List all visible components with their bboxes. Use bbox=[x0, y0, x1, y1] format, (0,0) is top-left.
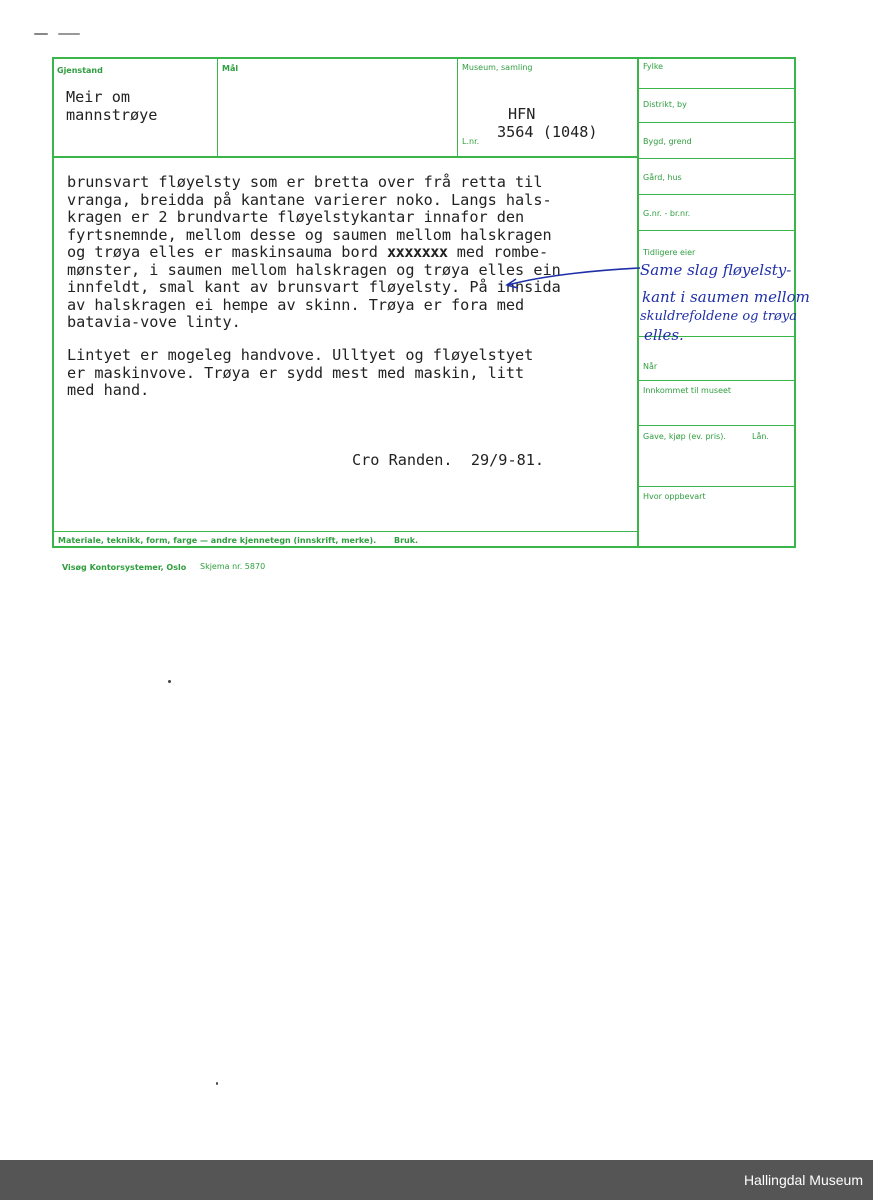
body-line: fyrtsnemnde, mellom desse og saumen mellom halskragen bbox=[67, 225, 552, 244]
label-gard: Gård, hus bbox=[643, 173, 682, 182]
body-line: mønster, i saumen mellom halskragen og trøya elles ein bbox=[67, 260, 561, 279]
scan-speck bbox=[168, 680, 171, 683]
footer-bar bbox=[0, 1160, 873, 1200]
body-line: innfeldt, smal kant av brunsvart fløyelsty. På innsida bbox=[67, 278, 561, 296]
divider-gnr bbox=[638, 230, 795, 231]
scan-speck bbox=[34, 33, 48, 35]
body-line: vranga, breidda på kantane varierer noko. Langs hals- bbox=[67, 190, 552, 209]
label-museum: Museum, samling bbox=[462, 63, 533, 72]
label-lnr: L.nr. bbox=[462, 137, 480, 146]
divider-distrikt bbox=[638, 122, 795, 123]
body-line-struck bbox=[67, 244, 548, 262]
label-bruk: Bruk. bbox=[394, 536, 419, 545]
printer-company: Visøg Kontorsystemer, Oslo bbox=[62, 563, 187, 572]
body-line: brunsvart fløyelsty som er bretta over frå retta til bbox=[67, 173, 543, 191]
divider-fylke bbox=[638, 88, 795, 89]
label-materiale: Materiale, teknikk, form, farge — andre kjennetegn (innskrift, merke). bbox=[58, 536, 377, 545]
label-hvor: Hvor oppbevart bbox=[643, 492, 706, 501]
label-tidligere-eier: Tidligere eier bbox=[643, 248, 696, 257]
label-lan: Lån. bbox=[752, 432, 769, 441]
label-bygd: Bygd, grend bbox=[643, 137, 692, 146]
label-nar: Når bbox=[643, 362, 658, 371]
gjenstand-value-line-1: Meir om bbox=[66, 88, 131, 106]
museum-code: HFN bbox=[508, 105, 536, 123]
divider-innkommet bbox=[638, 425, 795, 426]
divider-col-museum bbox=[457, 57, 458, 157]
divider-col-right bbox=[637, 57, 639, 548]
body-line: kragen er 2 brundvarte fløyelstykantar innafor den bbox=[67, 208, 525, 226]
body-line: er maskinvove. Trøya er sydd mest med maskin, litt bbox=[67, 363, 525, 382]
signature-date: Cro Randen. 29/9-81. bbox=[352, 451, 545, 469]
divider-gave bbox=[638, 486, 795, 487]
handwritten-line: elles. bbox=[644, 326, 684, 344]
body-line-end: med rombe- bbox=[447, 243, 549, 261]
handwritten-line: Same slag fløyelsty- bbox=[640, 261, 792, 279]
divider-gard bbox=[638, 194, 795, 195]
label-gave: Gave, kjøp (ev. pris). bbox=[643, 432, 726, 441]
divider-bygd bbox=[638, 158, 795, 159]
museum-name: Hallingdal Museum bbox=[743, 1172, 863, 1188]
form-number: Skjema nr. 5870 bbox=[200, 562, 266, 571]
divider-col-mal bbox=[217, 57, 218, 157]
label-distrikt: Distrikt, by bbox=[643, 100, 687, 109]
divider-nar bbox=[638, 380, 795, 381]
scan-speck bbox=[58, 33, 80, 35]
scan-speck bbox=[216, 1082, 218, 1085]
gjenstand-value-line-2: mannstrøye bbox=[66, 106, 158, 124]
handwritten-line: skuldrefoldene og trøya bbox=[640, 309, 797, 324]
body-line-start: og trøya elles er maskinsauma bord bbox=[67, 243, 388, 261]
divider-materiale bbox=[52, 531, 638, 532]
body-line: av halskragen ei hempe av skinn. Trøya er fora med bbox=[67, 295, 525, 314]
struck-out-word: xxxxxxx bbox=[387, 243, 448, 261]
divider-top-row bbox=[52, 156, 638, 158]
lnr-value: 3564 (1048) bbox=[497, 123, 598, 141]
label-gjenstand: Gjenstand bbox=[57, 66, 103, 75]
label-mal: Mål bbox=[222, 64, 239, 73]
body-line: batavia-vove linty. bbox=[67, 313, 241, 331]
body-line: Lintyet er mogeleg handvove. Ulltyet og fløyelstyet bbox=[67, 346, 534, 364]
label-gnr: G.nr. - br.nr. bbox=[643, 209, 691, 218]
body-line: med hand. bbox=[67, 381, 150, 399]
label-innkommet: Innkommet til museet bbox=[643, 386, 732, 395]
label-fylke: Fylke bbox=[643, 62, 664, 71]
handwritten-line: kant i saumen mellom bbox=[642, 288, 810, 306]
